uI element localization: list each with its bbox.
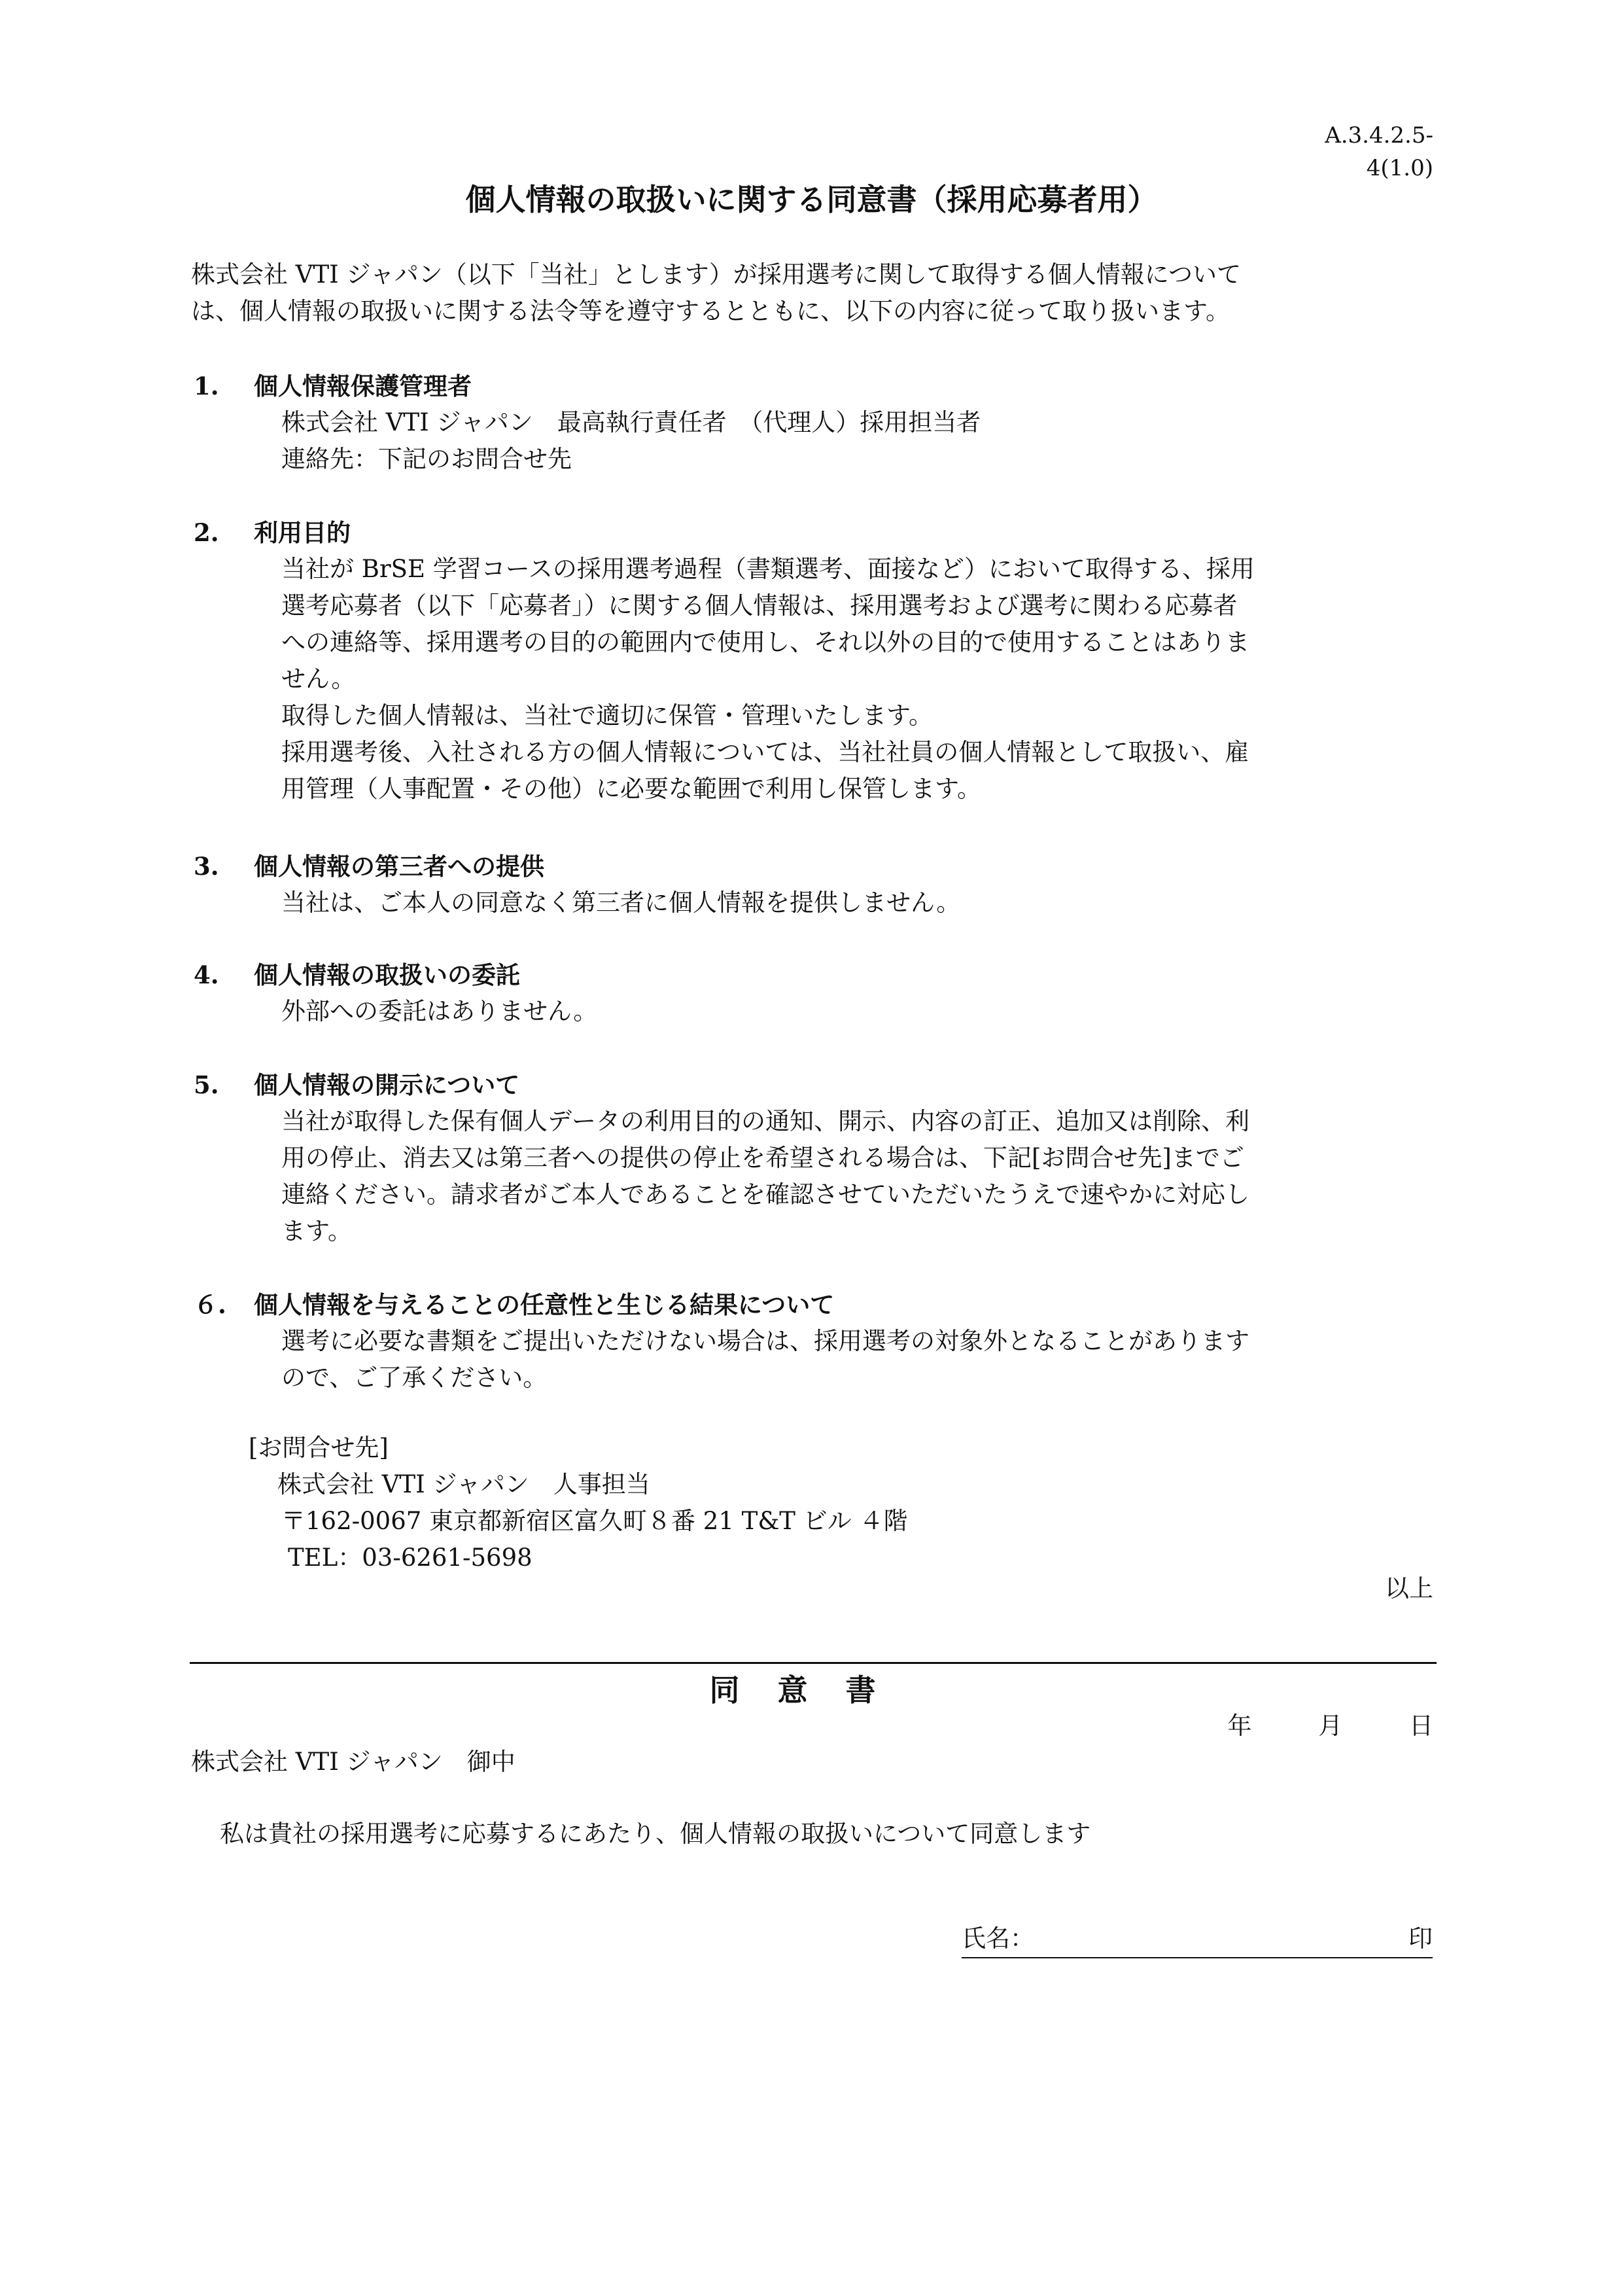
section-1-body [281, 404, 981, 478]
section-line: 取得した個人情報は、当社で適切に保管・管理いたします。 [281, 701, 934, 730]
document-number-line2: 4(1.0) [1366, 155, 1433, 181]
contact-company: 株式会社 VTI ジャパン 人事担当 [277, 1470, 650, 1498]
section-line: 選考応募者（以下「応募者」）に関する個人情報は、採用選考および選考に関わる応募者 [281, 592, 1238, 620]
name-label: 氏名： [962, 1924, 1034, 1952]
section-number: 1. [194, 372, 219, 400]
section-number: 3. [194, 852, 219, 881]
section-4-heading [194, 957, 520, 993]
signature-field [962, 1920, 1433, 1958]
section-number: ６. [194, 1290, 226, 1319]
addressee: 株式会社 VTI ジャパン 御中 [191, 1748, 515, 1776]
section-number: 2. [194, 518, 219, 547]
date-day-label: 日 [1409, 1712, 1433, 1740]
section-line: 当社が BrSE 学習コースの採用選考過程（書類選考、面接など）において取得する、採用 [281, 555, 1255, 583]
section-line: 外部への委託はありません。 [281, 997, 598, 1025]
closing-text: 以上 [1385, 1574, 1433, 1602]
date-line [1227, 1708, 1433, 1744]
intro-line: は、個人情報の取扱いに関する法令等を遵守するとともに、以下の内容に従って取り扱います。 [191, 297, 1230, 325]
document-number [1325, 119, 1433, 185]
contact-tel: TEL：03-6261-5698 [288, 1544, 532, 1572]
section-1-heading [194, 368, 472, 404]
section-2-body [281, 551, 1255, 807]
section-title: 利用目的 [254, 518, 351, 547]
section-6-heading [194, 1286, 834, 1323]
section-title: 個人情報の第三者への提供 [254, 852, 544, 881]
section-title: 個人情報を与えることの任意性と生じる結果について [254, 1290, 835, 1319]
document-number-line1: A.3.4.2.5- [1325, 122, 1433, 149]
section-divider [190, 1662, 1437, 1664]
section-line: 当社は、ご本人の同意なく第三者に個人情報を提供しません。 [281, 889, 961, 917]
section-number: 4. [194, 961, 219, 989]
section-line: 用管理（人事配置・その他）に必要な範囲で利用し保管します。 [281, 775, 982, 803]
section-title: 個人情報の開示について [254, 1070, 520, 1099]
section-line: ます。 [281, 1217, 353, 1245]
section-line: 選考に必要な書類をご提出いただけない場合は、採用選考の対象外となることがあります [281, 1327, 1249, 1355]
section-number: 5. [194, 1070, 219, 1099]
section-3-heading [194, 848, 544, 885]
consent-statement: 私は貴社の採用選考に応募するにあたり、個人情報の取扱いについて同意します [220, 1820, 1091, 1848]
section-2-heading [194, 514, 351, 551]
section-3-body [281, 885, 960, 921]
section-line: 採用選考後、入社される方の個人情報については、当社社員の個人情報として取扱い、雇 [281, 738, 1249, 766]
section-line: 株式会社 VTI ジャパン 最高執行責任者 （代理人）採用担当者 [281, 408, 981, 436]
consent-title: 同意書 [709, 1672, 914, 1708]
section-6-body [281, 1323, 1249, 1396]
document-title: 個人情報の取扱いに関する同意書（採用応募者用） [465, 182, 1158, 217]
section-line: せん。 [281, 665, 356, 693]
section-line: 当社が取得した保有個人データの利用目的の通知、開示、内容の訂正、追加又は削除、利 [281, 1107, 1249, 1135]
intro-line: 株式会社 VTI ジャパン（以下「当社」とします）が採用選考に関して取得する個人情報について [191, 260, 1242, 289]
section-line: 連絡ください。請求者がご本人であることを確認させていただいたうえで速やかに対応し [281, 1180, 1249, 1209]
section-5-heading [194, 1067, 519, 1103]
contact-label: [お問合せ先] [249, 1434, 389, 1462]
section-4-body [281, 993, 597, 1030]
date-year-label: 年 [1227, 1712, 1252, 1740]
section-title: 個人情報の取扱いの委託 [254, 961, 520, 989]
section-line: ので、ご了承ください。 [281, 1364, 548, 1392]
section-title: 個人情報保護管理者 [254, 372, 472, 400]
section-5-body [281, 1103, 1249, 1250]
contact-address: 〒162-0067 東京都新宿区富久町８番 21 T&T ビル ４階 [281, 1507, 908, 1535]
seal-label: 印 [1408, 1924, 1433, 1952]
date-month-label: 月 [1318, 1712, 1343, 1740]
intro-paragraph [191, 256, 1241, 330]
section-line: への連絡等、採用選考の目的の範囲内で使用し、それ以外の目的で使用することはありま [281, 628, 1249, 656]
section-line: 用の停止、消去又は第三者への提供の停止を希望される場合は、下記[お問合せ先]までご [281, 1144, 1244, 1172]
section-line: 連絡先：下記のお問合せ先 [281, 445, 572, 473]
